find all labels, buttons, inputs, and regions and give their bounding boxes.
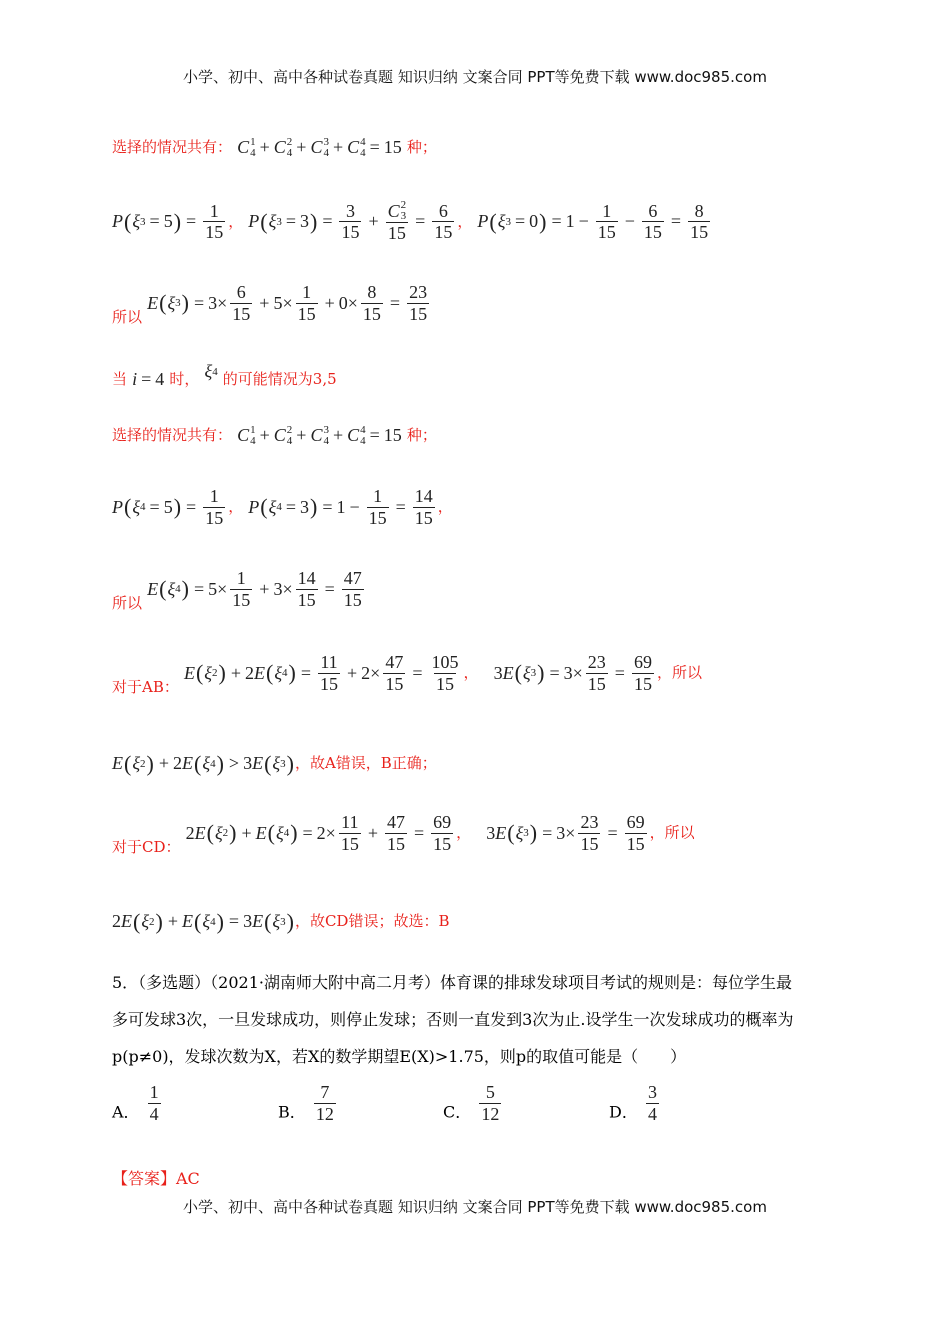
math-ab-inequality: E ( ξ 2 ) + 2 E ( ξ 4 ) > 3 E ( ξ 3 ) [112,750,294,776]
label-so: ，所以 [649,823,695,842]
math-i-equals-4: i = 4 [132,369,165,389]
conclusion-line-ab [112,752,437,775]
math-e-xi4: E ( ξ 4 ) = 5× $\frac{1}{15}$ + 3× $\frac{14}{15}$ = $\frac{47}{15}$ [147,568,362,610]
page-footer: 小学、初中、高中各种试卷真题 知识归纳 文案合同 PPT等免费下载 www.doc985.com [183,1198,767,1216]
label-cd-conclusion: ，故CD错误；故选：B [294,912,450,930]
label-for-cd: 对于CD： [112,837,181,856]
math-cd-equality: 2 E ( ξ 2 ) + E ( ξ 4 ) = 3 E ( ξ 3 ) [112,908,294,934]
comma: ， [456,823,472,842]
label-kind: 种； [406,138,437,156]
question-line: p(p≠0)，发球次数为X，若X的数学期望E(X)>1.75，则p的取值可能是（ ） [112,1047,687,1066]
label-possible-values: 的可能情况为3,5 [222,370,337,388]
math-p-xi4-3: P ( ξ 4 = 3 ) = 1 − $\frac{1}{15}$ = $\frac{14}{15}$ [248,486,433,528]
case-line-i4 [112,361,337,390]
math-p-xi3-3: P ( ξ 3 = 3 ) = $\frac{3}{15}$ + C 2 3 15 = $\frac{6}{15}$ [248,199,453,243]
label-so: 所以 [112,307,143,326]
conclusion-line-cd [112,910,449,933]
label-so: 所以 [112,593,143,612]
denominator: 4 [149,1103,159,1124]
denominator: 4 [647,1103,657,1124]
denominator: 12 [481,1103,500,1124]
expectation-line-xi3 [112,282,432,324]
probability-line-xi4 [112,486,453,528]
option-fraction [646,1082,659,1124]
comma: ， [463,663,479,682]
math-cd-right: 3 E ( ξ 3 ) = 3× $\frac{23}{15}$ = $\frac{69}{15}$ [486,812,645,854]
option-d [609,1082,662,1124]
question-line: 5．（多选题）（2021·湖南师大附中高二月考）体育课的排球发球项目考试的规则是：每位学生最 [112,973,792,992]
math-ab-left: E ( ξ 2 ) + 2 E ( ξ 4 ) = $\frac{11}{15}$ + 2× $\frac{47}{15}$ = $\frac{105}{15}$ [183,652,459,694]
label-when: 当 [112,370,128,388]
math-p-xi3-5: P ( ξ 3 = 5 ) = $\frac{1}{15}$ [112,200,224,243]
probability-line-xi3 [112,200,713,244]
page-header: 小学、初中、高中各种试卷真题 知识归纳 文案合同 PPT等免费下载 www.doc985.com [183,68,767,86]
label-kind: 种； [406,426,437,444]
math-combination-sum: C 1 4 + C 2 4 + C 3 4 + C 4 4 = 15 [237,135,402,159]
math-cd-left: 2 E ( ξ 2 ) + E ( ξ 4 ) = 2× $\frac{11}{15}$ + $\frac{47}{15}$ = $\frac{69}{15}$ [185,812,452,854]
option-c [443,1082,504,1124]
math-ab-right: 3 E ( ξ 3 ) = 3× $\frac{23}{15}$ = $\frac{69}{15}$ [493,652,652,694]
combination-line-1 [112,136,437,159]
analysis-line-cd [112,812,695,854]
math-xi4: ξ 4 [204,361,218,381]
numerator: 7 [320,1082,330,1102]
analysis-line-ab [112,652,702,694]
option-label: C． [443,1102,472,1122]
question-5 [112,964,847,1075]
expectation-line-xi4 [112,568,367,610]
option-label: B． [278,1102,306,1122]
option-fraction [314,1082,336,1124]
option-label: A． [112,1102,140,1122]
label-when-mid: 时， [169,370,200,388]
math-p-xi3-0: P ( ξ 3 = 0 ) = 1 − $\frac{1}{15}$ − $\frac{6}{15}$ = $\frac{8}{15}$ [477,200,709,243]
numerator: 1 [149,1082,159,1102]
numerator: 5 [485,1082,495,1102]
comma: ， [228,212,244,231]
option-label: D． [609,1102,638,1122]
option-fraction [148,1082,161,1124]
label-choice-total: 选择的情况共有： [112,138,233,156]
numerator: 3 [647,1082,657,1102]
denominator: 12 [315,1103,334,1124]
label-so: ，所以 [656,663,702,682]
math-p-xi4-5: P ( ξ 4 = 5 ) = $\frac{1}{15}$ [112,486,224,528]
comma: ， [228,497,244,516]
option-a [112,1082,164,1124]
comma: ， [457,212,473,231]
label-for-ab: 对于AB： [112,677,179,696]
option-fraction [479,1082,501,1124]
comma: ， [437,497,453,516]
question-line: 多可发球3次，一旦发球成功，则停止发球；否则一直发到3次为止.设学生一次发球成功的概率为 [112,1010,794,1029]
answer: 【答案】AC [112,1169,200,1188]
math-e-xi3: E ( ξ 3 ) = 3× $\frac{6}{15}$ + 5× $\frac{1}{15}$ + 0× $\frac{8}{15}$ = $\frac{23}{15}$ [147,282,428,324]
math-combination-sum: C 1 4 + C 2 4 + C 3 4 + C 4 4 = 15 [237,423,402,447]
combination-line-2 [112,424,437,447]
option-b [278,1082,339,1124]
label-choice-total: 选择的情况共有： [112,426,233,444]
label-ab-conclusion: ，故A错误，B正确； [294,754,437,772]
